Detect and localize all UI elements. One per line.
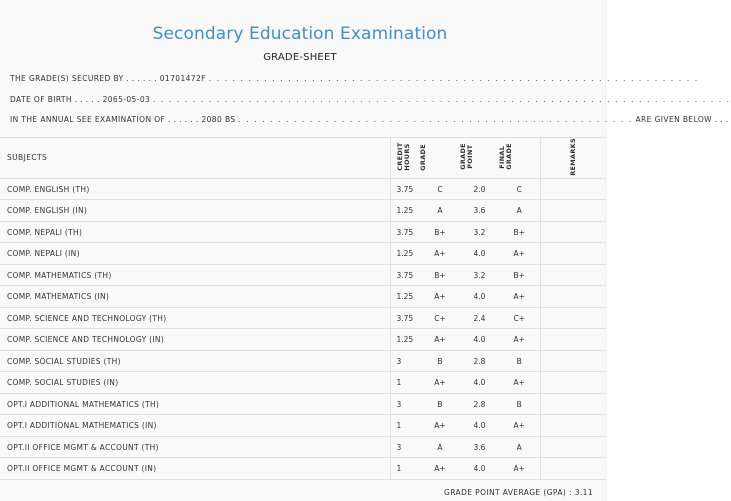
final-grade-cell: A+ <box>499 329 540 351</box>
table-row <box>0 200 606 222</box>
subject-cell: COMP. NEPALI (TH) <box>0 221 390 243</box>
grade-cell: A <box>420 200 460 222</box>
subject-cell: OPT.II OFFICE MGMT & ACCOUNT (IN) <box>0 458 390 480</box>
subject-cell: COMP. SOCIAL STUDIES (TH) <box>0 350 390 372</box>
final-grade-cell: B <box>499 393 540 415</box>
grade-cell: A+ <box>420 329 460 351</box>
grade-cell: B <box>420 393 460 415</box>
grade-cell: B+ <box>420 221 460 243</box>
grade-point-cell: 3.6 <box>460 200 499 222</box>
grade-point-cell: 2.8 <box>460 350 499 372</box>
grade-point-cell: 4.0 <box>460 458 499 480</box>
credit-hours-cell: 1 <box>390 372 420 394</box>
grade-point-cell: 4.0 <box>460 372 499 394</box>
grade-cell: A <box>420 436 460 458</box>
exam-line <box>10 115 729 124</box>
grade-cell: C <box>420 178 460 200</box>
remarks-cell <box>540 329 606 351</box>
subject-cell: COMP. ENGLISH (IN) <box>0 200 390 222</box>
dot-leader: . . . . . . . . . . . . . . . . . . . . . . . . . . . . . . . . . . . . . . . . . . . . . . . . . . . . . . . . . . . . . . <box>208 74 699 83</box>
grade-point-cell: 3.6 <box>460 436 499 458</box>
dob-label: DATE OF BIRTH . . . . . <box>10 95 100 104</box>
given-below-label: ARE GIVEN BELOW . . . <box>635 115 729 124</box>
grade-cell: A+ <box>420 372 460 394</box>
final-grade-cell: A+ <box>499 286 540 308</box>
subject-cell: COMP. SOCIAL STUDIES (IN) <box>0 372 390 394</box>
grade-point-cell: 2.8 <box>460 393 499 415</box>
subject-cell: COMP. NEPALI (IN) <box>0 243 390 265</box>
credit-hours-cell: 3.75 <box>390 307 420 329</box>
remarks-cell <box>540 436 606 458</box>
table-row <box>0 221 606 243</box>
subject-cell: COMP. MATHEMATICS (IN) <box>0 286 390 308</box>
credit-hours-cell: 3.75 <box>390 264 420 286</box>
credit-hours-cell: 3 <box>390 350 420 372</box>
grade-point-cell: 2.0 <box>460 178 499 200</box>
final-grade-cell: B+ <box>499 264 540 286</box>
exam-label: IN THE ANNUAL SEE EXAMINATION OF . . . . . . <box>10 115 199 124</box>
final-grade-cell: C <box>499 178 540 200</box>
grade-cell: A+ <box>420 286 460 308</box>
final-grade-cell: C+ <box>499 307 540 329</box>
dot-leader: . . . . . . . . . . . . . . . . . . . . . . . . . . . . . . . . . . . . . . . . . . . . . . . . . . . . . . . . . . . . . . . . . . . . . . . . . <box>152 95 731 104</box>
credit-hours-cell: 1.25 <box>390 329 420 351</box>
subject-cell: OPT.II OFFICE MGMT & ACCOUNT (TH) <box>0 436 390 458</box>
dot-leader: . . . . . . . . . . . . . . . . . . . . . . . . . . . . . . . . . . . . . . . . . . . . . . . . . . <box>238 115 633 124</box>
grade-point-cell: 4.0 <box>460 243 499 265</box>
final-grade-header: FINAL GRADE <box>499 138 540 178</box>
grade-point-cell: 4.0 <box>460 329 499 351</box>
remarks-cell <box>540 415 606 437</box>
table-row <box>0 286 606 308</box>
table-row <box>0 415 606 437</box>
grade-point-cell: 2.4 <box>460 307 499 329</box>
subjects-header: SUBJECTS <box>0 138 390 178</box>
grade-cell: A+ <box>420 243 460 265</box>
remarks-cell <box>540 393 606 415</box>
gpa-line <box>444 488 593 497</box>
grade-point-header: GRADE POINT <box>460 138 499 178</box>
final-grade-cell: A+ <box>499 243 540 265</box>
remarks-cell <box>540 243 606 265</box>
remarks-header: REMARKS <box>540 138 606 178</box>
credit-hours-cell: 1 <box>390 458 420 480</box>
credit-hours-cell: 1 <box>390 415 420 437</box>
final-grade-cell: A+ <box>499 458 540 480</box>
grade-point-cell: 4.0 <box>460 415 499 437</box>
table-row <box>0 264 606 286</box>
final-grade-cell: B <box>499 350 540 372</box>
final-grade-cell: A <box>499 200 540 222</box>
grade-cell: C+ <box>420 307 460 329</box>
remarks-cell <box>540 372 606 394</box>
credit-hours-header: CREDIT HOURS <box>390 138 420 178</box>
table-row <box>0 307 606 329</box>
table-row <box>0 178 606 200</box>
credit-hours-cell: 3 <box>390 436 420 458</box>
grades-secured-label: THE GRADE(S) SECURED BY . . . . . . <box>10 74 157 83</box>
grade-point-cell: 3.2 <box>460 221 499 243</box>
remarks-cell <box>540 307 606 329</box>
grade-cell: A+ <box>420 415 460 437</box>
grade-point-cell: 3.2 <box>460 264 499 286</box>
subject-cell: COMP. MATHEMATICS (TH) <box>0 264 390 286</box>
remarks-cell <box>540 200 606 222</box>
grades-secured-line <box>10 74 699 83</box>
remarks-cell <box>540 221 606 243</box>
grade-cell: A+ <box>420 458 460 480</box>
gpa-label: GRADE POINT AVERAGE (GPA) : <box>444 488 572 497</box>
grade-cell: B <box>420 350 460 372</box>
gpa-value: 3.11 <box>574 488 593 497</box>
table-row <box>0 436 606 458</box>
page-title: Secondary Education Examination <box>152 24 448 44</box>
remarks-cell <box>540 350 606 372</box>
grade-header: GRADE <box>420 138 460 178</box>
exam-year: 2080 BS <box>201 115 236 124</box>
credit-hours-cell: 3 <box>390 393 420 415</box>
final-grade-cell: A+ <box>499 415 540 437</box>
credit-hours-cell: 1.25 <box>390 200 420 222</box>
page-subtitle: GRADE-SHEET <box>263 52 337 63</box>
dob-line <box>10 95 731 104</box>
remarks-cell <box>540 178 606 200</box>
subject-cell: OPT.I ADDITIONAL MATHEMATICS (TH) <box>0 393 390 415</box>
table-row <box>0 243 606 265</box>
remarks-cell <box>540 286 606 308</box>
credit-hours-cell: 3.75 <box>390 221 420 243</box>
credit-hours-cell: 1.25 <box>390 243 420 265</box>
credit-hours-cell: 3.75 <box>390 178 420 200</box>
credit-hours-cell: 1.25 <box>390 286 420 308</box>
grades-table <box>0 138 606 480</box>
table-row <box>0 458 606 480</box>
remarks-cell <box>540 264 606 286</box>
grade-point-cell: 4.0 <box>460 286 499 308</box>
table-row <box>0 372 606 394</box>
table-row <box>0 329 606 351</box>
subject-cell: COMP. SCIENCE AND TECHNOLOGY (TH) <box>0 307 390 329</box>
table-row <box>0 350 606 372</box>
table-header-row <box>0 138 606 178</box>
final-grade-cell: A+ <box>499 372 540 394</box>
dob-value: 2065-05-03 <box>102 95 151 104</box>
subject-cell: COMP. SCIENCE AND TECHNOLOGY (IN) <box>0 329 390 351</box>
grade-cell: B+ <box>420 264 460 286</box>
table-row <box>0 393 606 415</box>
remarks-cell <box>540 458 606 480</box>
symbol-number: 01701472F <box>159 74 206 83</box>
final-grade-cell: A <box>499 436 540 458</box>
subject-cell: COMP. ENGLISH (TH) <box>0 178 390 200</box>
subject-cell: OPT.I ADDITIONAL MATHEMATICS (IN) <box>0 415 390 437</box>
final-grade-cell: B+ <box>499 221 540 243</box>
